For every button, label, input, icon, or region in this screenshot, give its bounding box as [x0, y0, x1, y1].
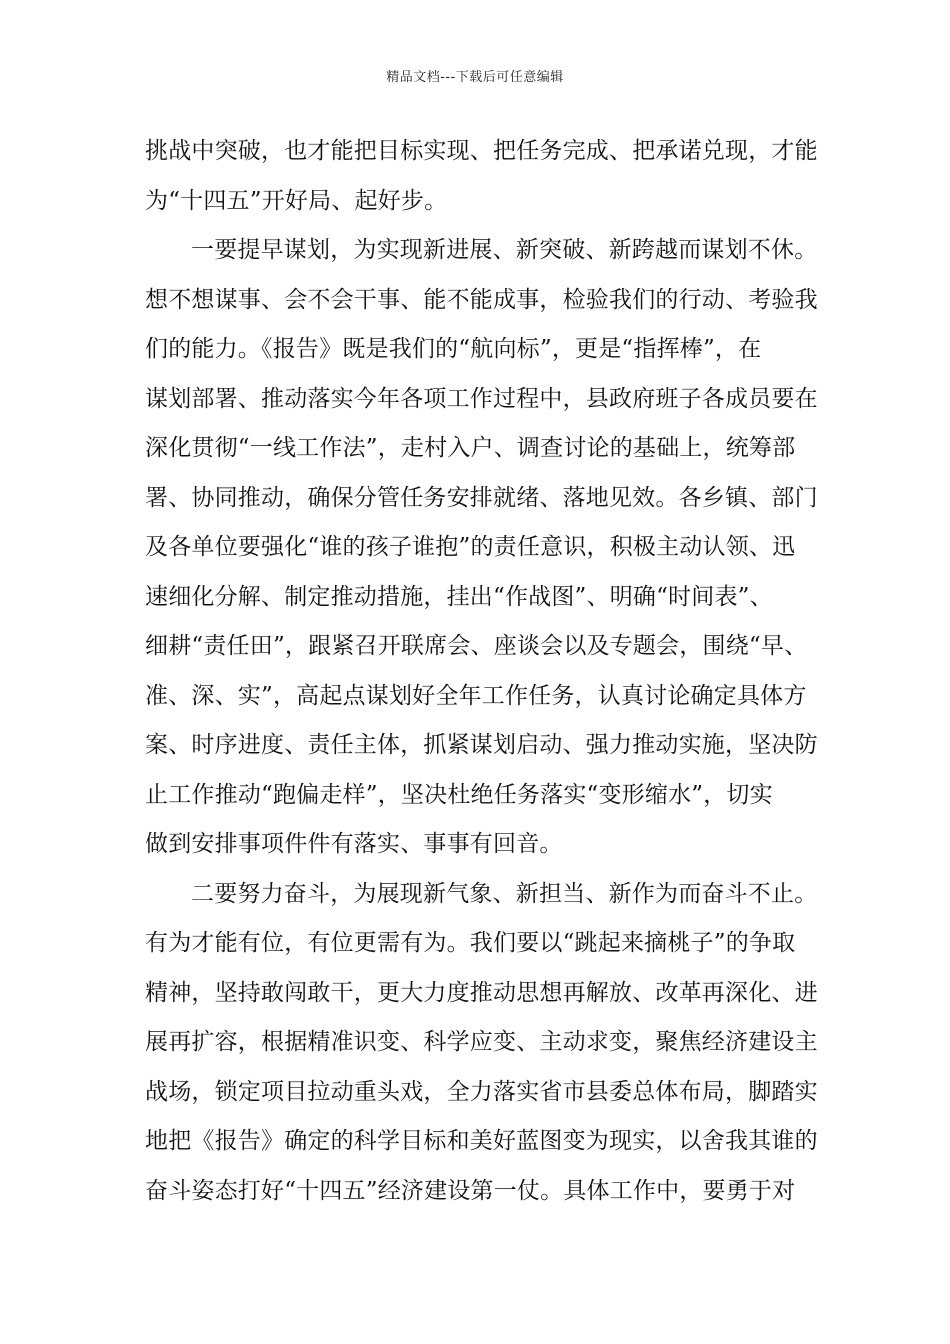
- text-line: 们的能力。《报告》既是我们的“航向标”，更是“指挥棒”，在: [145, 336, 762, 362]
- text-line: 细耕“责任田”，跟紧召开联席会、座谈会以及专题会，围绕“早、: [145, 633, 808, 659]
- text-line: 精神，坚持敢闯敢干，更大力度推动思想再解放、改革再深化、进: [145, 979, 818, 1006]
- text-line: 做到安排事项件件有落实、事事有回音。: [145, 831, 563, 857]
- text-line: 挑战中突破，也才能把目标实现、把任务完成、把承诺兑现，才能: [145, 138, 818, 164]
- text-line: 一要提早谋划，为实现新进展、新突破、新跨越而谋划不休。: [191, 237, 818, 263]
- page-header: 精品文档---下载后可任意编辑: [386, 70, 564, 85]
- text-line: 地把《报告》确定的科学目标和美好蓝图变为现实，以舍我其谁的: [145, 1128, 818, 1154]
- text-line: 二要努力奋斗，为展现新气象、新担当、新作为而奋斗不止。: [191, 880, 818, 907]
- text-line: 想不想谋事、会不会干事、能不能成事，检验我们的行动、考验我: [145, 286, 818, 313]
- text-line: 奋斗姿态打好“十四五”经济建设第一仗。具体工作中，要勇于对: [145, 1177, 796, 1204]
- text-line: 速细化分解、制定推动措施，挂出“作战图”、明确“时间表”、: [145, 583, 773, 610]
- text-line: 署、协同推动，确保分管任务安排就绪、落地见效。各乡镇、部门: [145, 484, 818, 511]
- text-line: 为“十四五”开好局、起好步。: [145, 187, 448, 214]
- text-line: 深化贯彻“一线工作法”，走村入户、调查讨论的基础上，统筹部: [145, 435, 796, 461]
- text-line: 及各单位要强化“谁的孩子谁抱”的责任意识，积极主动认领、迅: [145, 534, 796, 560]
- text-line: 案、时序进度、责任主体，抓紧谋划启动、强力推动实施，坚决防: [145, 732, 818, 758]
- text-line: 谋划部署、推动落实今年各项工作过程中，县政府班子各成员要在: [145, 385, 818, 412]
- document-body: [145, 127, 835, 1216]
- text-line: 有为才能有位，有位更需有为。我们要以“跳起来摘桃子”的争取: [145, 930, 796, 956]
- text-line: 止工作推动“跑偏走样”，坚决杜绝任务落实“变形缩水”，切实: [145, 781, 773, 808]
- text-line: 战场，锁定项目拉动重头戏，全力落实省市县委总体布局，脚踏实: [145, 1078, 818, 1105]
- text-line: 准、深、实”，高起点谋划好全年工作任务，认真讨论确定具体方: [145, 682, 807, 709]
- text-line: 展再扩容，根据精准识变、科学应变、主动求变，聚焦经济建设主: [145, 1029, 818, 1055]
